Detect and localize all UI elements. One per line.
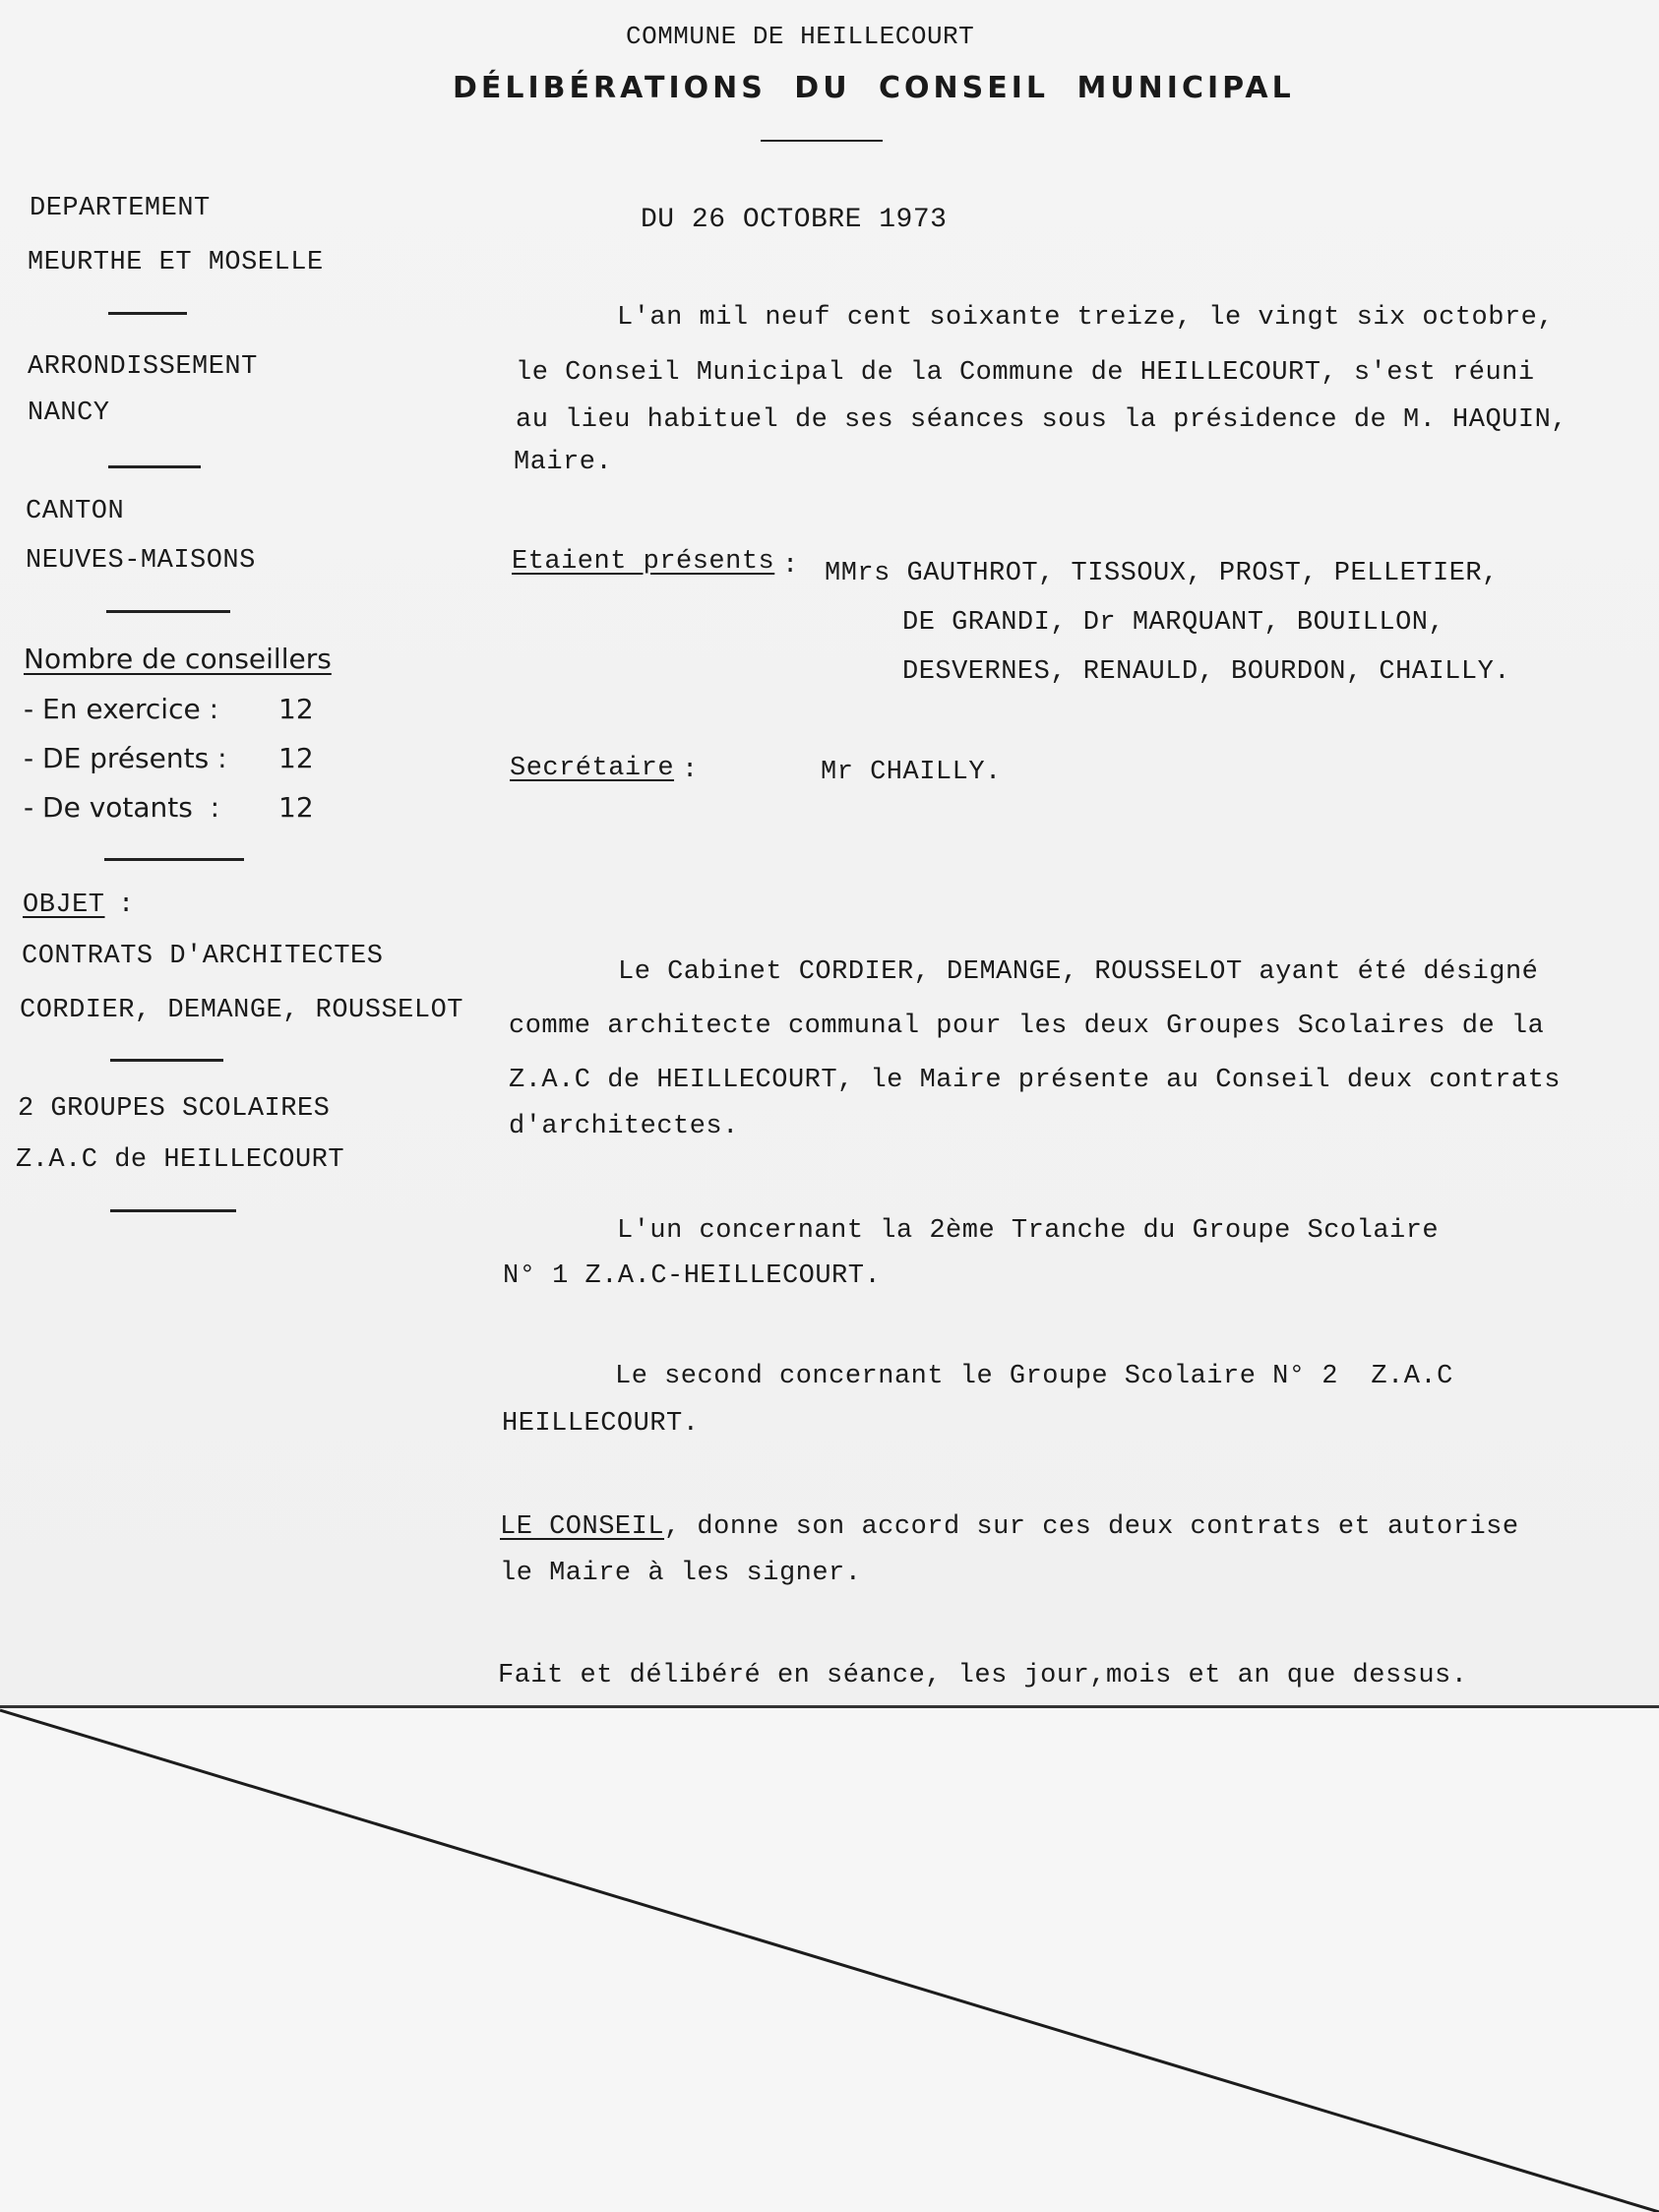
document-title: DÉLIBÉRATIONS DU CONSEIL MUNICIPAL	[453, 71, 1295, 105]
objet-line-2: CORDIER, DEMANGE, ROUSSELOT	[20, 996, 463, 1025]
para3-line-2: HEILLECOURT.	[502, 1409, 700, 1439]
presents-count-label: - DE présents :	[24, 742, 227, 774]
objet-colon: :	[118, 891, 135, 920]
intro-line-3: au lieu habituel de ses séances sous la présidence de M. HAQUIN,	[516, 405, 1567, 435]
secretaire-colon: :	[682, 756, 699, 785]
objet-line-1: CONTRATS D'ARCHITECTES	[22, 942, 384, 971]
closing-line: Fait et délibéré en séance, les jour,mois et an que dessus.	[498, 1661, 1468, 1690]
para2-line-1: L'un concernant la 2ème Tranche du Groupe Scolaire	[617, 1216, 1440, 1246]
arrondissement-label: ARRONDISSEMENT	[28, 352, 258, 382]
presents-heading: Etaient présents	[512, 547, 775, 577]
meeting-date: DU 26 OCTOBRE 1973	[641, 205, 948, 235]
departement-label: DEPARTEMENT	[30, 194, 211, 223]
intro-line-2: le Conseil Municipal de la Commune de HEILLECOURT, s'est réuni	[516, 358, 1535, 388]
votants-count-value: 12	[278, 791, 314, 824]
para1-line-3: Z.A.C de HEILLECOURT, le Maire présente au Conseil deux contrats	[509, 1066, 1561, 1095]
presents-line-3: DESVERNES, RENAULD, BOURDON, CHAILLY.	[902, 657, 1510, 687]
para1-line-1: Le Cabinet CORDIER, DEMANGE, ROUSSELOT ayant été désigné	[618, 957, 1539, 987]
objet-label: OBJET	[23, 891, 105, 920]
conseillers-heading: Nombre de conseillers	[24, 643, 332, 675]
groupes-line-1: 2 GROUPES SCOLAIRES	[18, 1094, 331, 1124]
diagonal-fold	[0, 1710, 1659, 2212]
commune-heading: COMMUNE DE HEILLECOURT	[626, 22, 975, 51]
para3-line-1: Le second concernant le Groupe Scolaire N° 2 Z.A.C	[615, 1362, 1453, 1391]
para2-line-2: N° 1 Z.A.C-HEILLECOURT.	[503, 1261, 882, 1291]
en-exercice-value: 12	[278, 693, 314, 725]
en-exercice-label: - En exercice :	[24, 693, 219, 725]
groupes-line-2: Z.A.C de HEILLECOURT	[16, 1145, 345, 1175]
conseil-line-2: le Maire à les signer.	[500, 1559, 862, 1588]
para1-line-4: d'architectes.	[509, 1112, 739, 1141]
intro-line-1: L'an mil neuf cent soixante treize, le vingt six octobre,	[617, 303, 1555, 333]
departement-value: MEURTHE ET MOSELLE	[28, 248, 324, 277]
presents-line-1: MMrs GAUTHROT, TISSOUX, PROST, PELLETIER,	[825, 559, 1499, 588]
presents-count-value: 12	[278, 742, 314, 774]
intro-line-4: Maire.	[514, 448, 613, 477]
para1-line-2: comme architecte communal pour les deux Groupes Scolaires de la	[509, 1012, 1545, 1041]
conseil-text: , donne son accord sur ces deux contrats et autorise	[664, 1512, 1519, 1542]
secretaire-heading: Secrétaire	[510, 754, 675, 783]
votants-count-label: - De votants :	[24, 791, 220, 824]
presents-colon: :	[782, 551, 799, 581]
secretaire-name: Mr CHAILLY.	[821, 758, 1002, 787]
presents-line-2: DE GRANDI, Dr MARQUANT, BOUILLON,	[902, 608, 1445, 638]
arrondissement-value: NANCY	[28, 399, 110, 428]
conseil-label: LE CONSEIL	[500, 1512, 665, 1542]
canton-value: NEUVES-MAISONS	[26, 546, 256, 576]
canton-label: CANTON	[26, 497, 125, 526]
